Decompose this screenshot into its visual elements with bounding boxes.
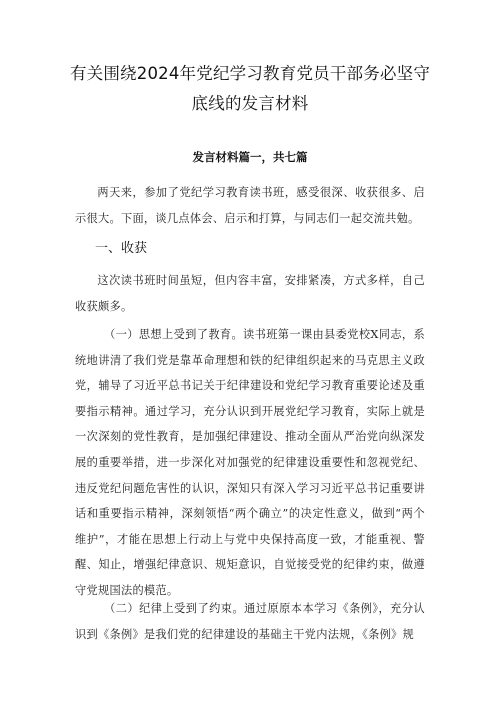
section-intro-paragraph: 这次读书班时间虽短，但内容丰富，安排紧凑，方式多样，自己收获颇多。 — [75, 274, 425, 313]
document-title-line-1: 有关围绕2024年党纪学习教育党员干部务必坚守 — [69, 64, 431, 83]
intro-paragraph: 两天来，参加了党纪学习教育读书班，感受很深、收获很多、启示很大。下面，谈几点体会、启示和打算，与同志们一起交流共勉。 — [75, 186, 425, 225]
document-subtitle: 发言材料篇一，共七篇 — [192, 150, 308, 164]
point-one-paragraph: （一）思想上受到了教育。读书班第一课由县委党校X同志，系统地讲清了我们党是靠革命理想和铁的纪律组织起来的马克思主义政党，辅导了习近平总书记关于纪律建设和党纪学习教育重要论述及重要指示精神。通过学习，充分认识到开展党纪学习教育，实际上就是一次深刻的党性教育，是加强纪律建设、推动全面从严治党向纵深发展的重要举措，进一步深化对加强党的纪律建设重要性和忽视党纪、违反党纪问题危害性的认识，深知只有深入学习习近平总书记重要讲话和重要指示精神，深刻领悟“两个确立”的决定性意义，做到“两个维护”，才能在思想上行动上与党中央保持高度一致，才能重视、警醒、知止，增强纪律意识、规矩意识，自觉接受党的纪律约束，做遵守党规国法的模范。 — [75, 328, 425, 597]
document-title-line-2: 底线的发言材料 — [191, 94, 309, 113]
point-two-paragraph: （二）纪律上受到了约束。通过原原本本学习《条例》，充分认识到《条例》是我们党的纪律建设的基础主干党内法规，《条例》规 — [75, 602, 425, 641]
section-heading-gains: 一、收获 — [95, 241, 148, 256]
